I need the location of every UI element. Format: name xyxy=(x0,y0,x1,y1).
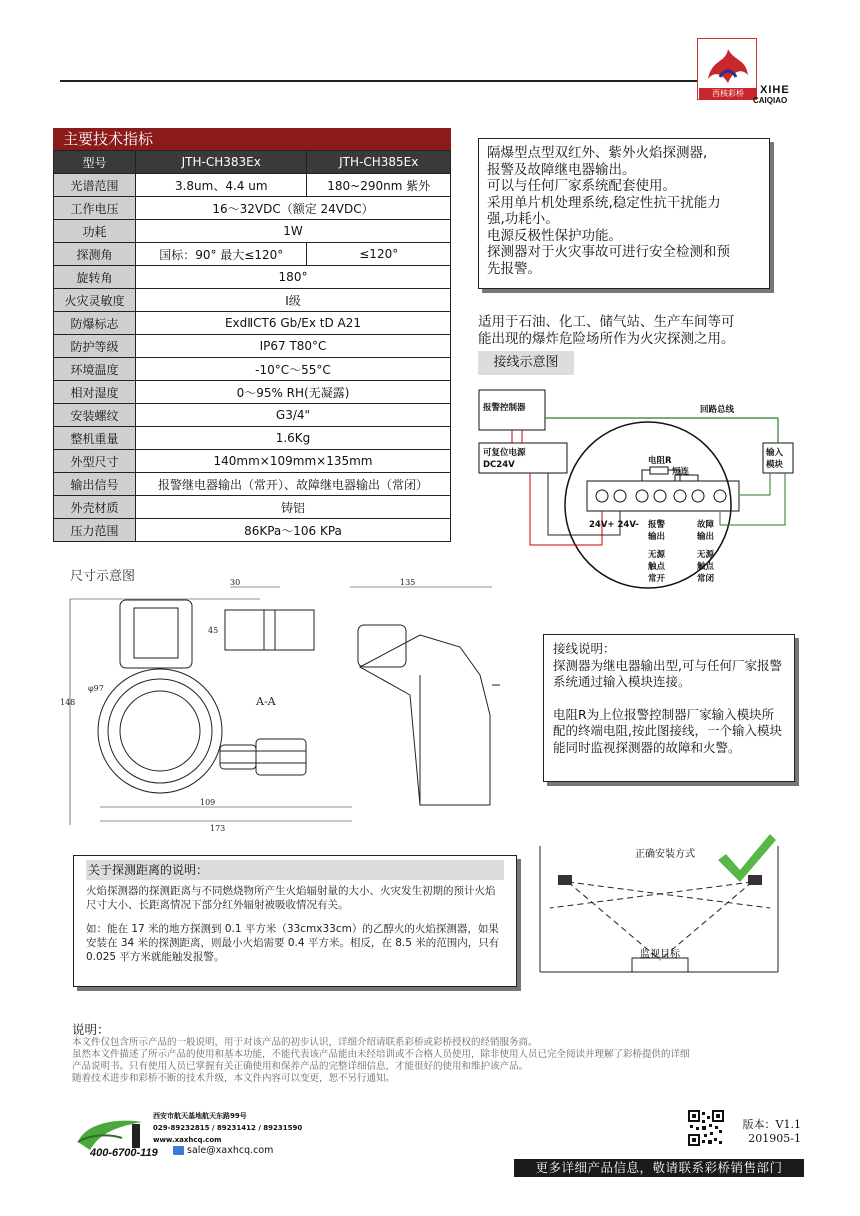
feature-line: 隔爆型点型双红外、紫外火焰探测器, xyxy=(487,145,708,161)
checkmark-icon xyxy=(718,834,776,882)
table-row xyxy=(54,197,451,220)
detector-right-icon xyxy=(748,875,762,885)
wiring-no-label-3: 常开 xyxy=(648,574,666,584)
spec-value: IP67 T80°C xyxy=(136,335,451,358)
spec-value: 140mm×109mm×135mm xyxy=(136,450,451,473)
feature-line: 电源反极性保护功能。 xyxy=(487,227,622,244)
feature-line: 可以与任何厂家系统配套使用。 xyxy=(487,178,676,194)
table-row xyxy=(54,335,451,358)
wiring-module-label-1: 输入 xyxy=(766,448,784,458)
install-diagram xyxy=(530,830,790,990)
spec-value: 0～95% RH(无凝露) xyxy=(136,381,451,404)
wiring-resistor-label: 电阻R xyxy=(648,456,672,466)
dim-135: 135 xyxy=(400,578,416,587)
dim-173: 173 xyxy=(210,824,226,833)
dim-section: A-A xyxy=(256,695,276,708)
table-row xyxy=(54,404,451,427)
wiring-module-label-2: 模块 xyxy=(766,460,784,470)
resistor-r xyxy=(650,467,668,474)
feature-line: 探测器对于火灾事故可进行安全检测和预 xyxy=(487,244,730,260)
spec-key: 整机重量 xyxy=(54,427,136,450)
spec-value: 1W xyxy=(136,220,451,243)
spec-value: ExdⅡCT6 Gb/Ex tD A21 xyxy=(136,312,451,335)
qr-code-icon xyxy=(688,1110,724,1146)
feature-line: 强,功耗小。 xyxy=(487,211,559,227)
install-target: 监视目标 xyxy=(640,949,680,960)
remark-line: 随着技术进步和彩桥不断的技术升级，本文件内容可以变更，恕不另行通知。 xyxy=(72,1073,396,1084)
dim-30: 30 xyxy=(230,578,241,587)
table-row xyxy=(54,381,451,404)
spec-key: 压力范围 xyxy=(54,519,136,542)
spec-value: 180° xyxy=(136,266,451,289)
remark-line: 产品说明书。只有使用人员已掌握有关正确使用和保养产品的完整详细信息，才能很好的使用和维护该产品。 xyxy=(72,1061,529,1072)
remark-line: 虽然本文件描述了所示产品的使用和基本功能，不能代表该产品能由未经培训或不合格人员使用，除非使用人员已完全阅读并理解了彩桥提供的详细 xyxy=(72,1049,690,1060)
spec-value: 报警继电器输出（常开）、故障继电器输出（常闭） xyxy=(136,473,451,496)
distance-p2: 如：能在 17 米的地方探测到 0.1 平方米（33cmx33cm）的乙醇火的火焰探测器，如果安装在 34 米的探测距离，则最小火焰需要 0.4 平方米。相反，在 8.5 米的范围内，只有 0.025 平方米就能触发报警。 xyxy=(86,923,500,963)
wiring-short-label: 短连 xyxy=(672,467,690,477)
spec-key: 外壳材质 xyxy=(54,496,136,519)
table-row xyxy=(54,174,451,197)
spec-key: 探测角 xyxy=(54,243,136,266)
feature-line: 报警及故障继电器输出。 xyxy=(487,161,636,178)
install-title: 正确安装方式 xyxy=(635,849,695,860)
spec-table xyxy=(53,150,451,542)
spec-key: 型号 xyxy=(54,151,136,174)
footer-addr: 西安市航天基地航天东路99号 xyxy=(153,1112,247,1120)
spec-title: 主要技术指标 xyxy=(53,128,451,150)
table-row xyxy=(54,312,451,335)
version-label: 版本：V1.1 xyxy=(742,1118,801,1131)
brand-en2: CAIQIAO xyxy=(753,96,788,105)
wiring-note-title: 接线说明： xyxy=(553,641,616,656)
spec-value: 铸铝 xyxy=(136,496,451,519)
spec-key: 安装螺纹 xyxy=(54,404,136,427)
footer-email-text: sale@xaxhcq.com xyxy=(187,1145,274,1156)
footer-tel: 029-89232815 / 89231412 / 89231590 xyxy=(153,1124,303,1132)
spec-key: 环境温度 xyxy=(54,358,136,381)
wiring-alarm-label-1: 报警 xyxy=(648,520,666,530)
brand-en1: XIHE xyxy=(760,84,790,96)
footer-phone: 400-6700-119 xyxy=(90,1147,158,1159)
spec-key: 外型尺寸 xyxy=(54,450,136,473)
mail-icon xyxy=(173,1146,184,1155)
spec-value: 16～32VDC（额定 24VDC） xyxy=(136,197,451,220)
feature-line: 采用单片机处理系统,稳定性抗干扰能力 xyxy=(487,194,721,211)
spec-value: Ⅰ级 xyxy=(136,289,451,312)
dim-109: 109 xyxy=(200,798,216,807)
dim-148: 148 xyxy=(60,698,76,707)
spec-key: 功耗 xyxy=(54,220,136,243)
table-row xyxy=(54,450,451,473)
wiring-no-label-1: 无源 xyxy=(648,550,666,560)
wiring-power-voltage: DC24V xyxy=(483,460,515,470)
spec-value: 86KPa～106 KPa xyxy=(136,519,451,542)
remark-body xyxy=(72,1037,792,1085)
spec-value: 1.6Kg xyxy=(136,427,451,450)
detector-left-icon xyxy=(558,875,572,885)
feature-line: 先报警。 xyxy=(487,260,541,277)
remark-title: 说明： xyxy=(72,1022,110,1037)
table-row xyxy=(54,289,451,312)
spec-value: 国标：90° 最大≤120° xyxy=(136,243,307,266)
features-box xyxy=(478,138,770,289)
wiring-diagram xyxy=(470,385,800,625)
spec-key: 工作电压 xyxy=(54,197,136,220)
dimension-title: 尺寸示意图 xyxy=(70,569,136,584)
application-text xyxy=(478,314,778,348)
footer-address xyxy=(153,1110,302,1146)
wiring-note-p1: 探测器为继电器输出型,可与任何厂家报警系统通过输入模块连接。 xyxy=(553,657,782,689)
spec-value: 180~290nm 紫外 xyxy=(307,174,451,197)
table-row xyxy=(54,358,451,381)
wiring-nc-label-1: 无源 xyxy=(697,550,715,560)
wiring-no-label-2: 触点 xyxy=(648,562,666,572)
wiring-alarm-label-2: 输出 xyxy=(648,532,666,542)
spec-key: 火灾灵敏度 xyxy=(54,289,136,312)
table-row xyxy=(54,266,451,289)
spec-key: 相对湿度 xyxy=(54,381,136,404)
flame-logo-icon xyxy=(698,39,756,87)
wiring-fault-label-1: 故障 xyxy=(697,520,715,530)
header-rule xyxy=(60,80,700,82)
wiring-bus-label: 回路总线 xyxy=(700,405,735,415)
wiring-nc-label-3: 常闭 xyxy=(697,574,715,584)
distance-title: 关于探测距离的说明： xyxy=(86,860,504,880)
table-row xyxy=(54,519,451,542)
spec-key: 光谱范围 xyxy=(54,174,136,197)
table-row xyxy=(54,151,451,174)
wiring-fault-label-2: 输出 xyxy=(697,532,715,542)
wiring-controller-label: 报警控制器 xyxy=(483,403,526,413)
spec-key: 防爆标志 xyxy=(54,312,136,335)
wiring-terminal-label: 24V+ 24V- xyxy=(589,520,639,530)
table-row xyxy=(54,496,451,519)
spec-key: 防护等级 xyxy=(54,335,136,358)
dim-phi: φ97 xyxy=(88,684,104,693)
spec-key: 输出信号 xyxy=(54,473,136,496)
spec-value: 3.8um、4.4 um xyxy=(136,174,307,197)
spec-value: -10°C～55°C xyxy=(136,358,451,381)
spec-model-a: JTH-CH383Ex xyxy=(136,151,307,174)
wiring-title: 接线示意图 xyxy=(478,351,574,375)
remark-line: 本文件仅包含所示产品的一般说明，用于对该产品的初步认识，详细介绍请联系彩桥或彩桥授权的经销服务商。 xyxy=(72,1037,538,1048)
table-row xyxy=(54,243,451,266)
wiring-note-box xyxy=(543,634,795,782)
version-date: 201905-1 xyxy=(748,1132,801,1145)
table-row xyxy=(54,220,451,243)
table-row xyxy=(54,427,451,450)
footer-email xyxy=(173,1145,273,1156)
footer-web: www.xaxhcq.com xyxy=(153,1136,222,1144)
table-row xyxy=(54,473,451,496)
application-line: 适用于石油、化工、储气站、生产车间等可 xyxy=(478,314,735,330)
dim-45: 45 xyxy=(208,626,219,635)
dimension-drawing xyxy=(60,575,500,845)
contact-banner: 更多详细产品信息，敬请联系彩桥销售部门 xyxy=(514,1159,804,1177)
wiring-note-p2: 电阻R为上位报警控制器厂家输入模块所配的终端电阻,按此图接线，一个输入模块能同时监视探测器的故障和火警。 xyxy=(553,706,782,755)
distance-box xyxy=(73,855,517,987)
spec-value: G3/4" xyxy=(136,404,451,427)
wiring-power-label: 可复位电源 xyxy=(483,448,526,458)
application-line: 能出现的爆炸危险场所作为火灾探测之用。 xyxy=(478,331,735,347)
spec-model-b: JTH-CH385Ex xyxy=(307,151,451,174)
spec-key: 旋转角 xyxy=(54,266,136,289)
spec-value: ≤120° xyxy=(307,243,451,266)
wiring-nc-label-2: 触点 xyxy=(697,562,715,572)
version-info xyxy=(735,1118,801,1146)
distance-p1: 火焰探测器的探测距离与不同燃烧物所产生火焰辐射量的大小、火灾发生初期的预计火焰尺寸大小、长距离情况下部分红外辐射被吸收情况有关。 xyxy=(86,885,496,911)
brand-cn: 西核彩桥 xyxy=(699,88,757,100)
